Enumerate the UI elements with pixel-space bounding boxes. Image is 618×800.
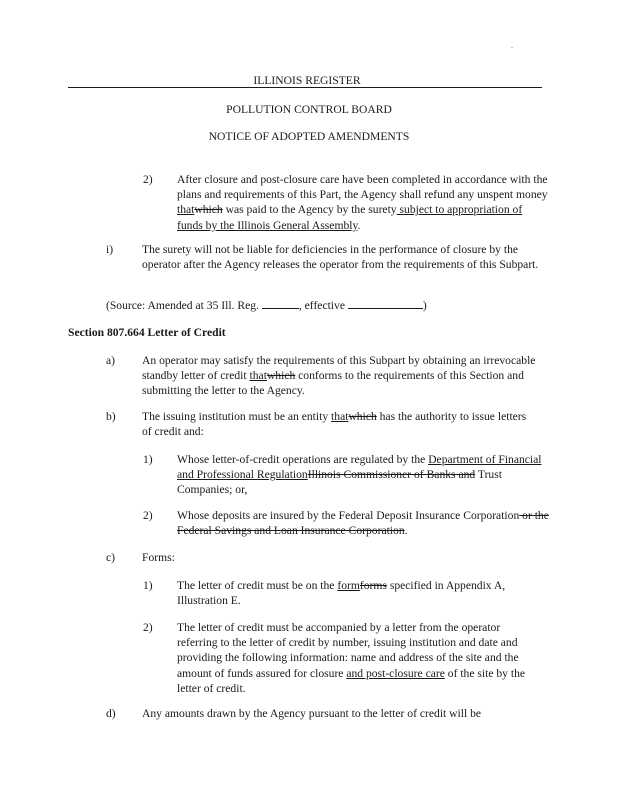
- item-a-part2: conforms to the requirements of this Section and submitting the letter to the Agency.: [142, 369, 524, 398]
- source-suffix: ): [422, 299, 427, 312]
- item-d-text: Any amounts drawn by the Agency pursuant to the letter of credit will be: [142, 707, 482, 720]
- item-c2-label: 2): [143, 621, 153, 634]
- source-note: [106, 298, 427, 313]
- notice-title: NOTICE OF ADOPTED AMENDMENTS: [208, 130, 410, 143]
- item-c1-part1: The letter of credit must be on the: [177, 579, 338, 592]
- item-a-deleted-which: which: [266, 369, 296, 383]
- item-c1-label: 1): [143, 579, 153, 592]
- item-c-label: c): [106, 551, 116, 564]
- item-c1-inserted-form: form: [337, 579, 360, 592]
- item-b1-text: [177, 452, 549, 498]
- item-b1-part1: Whose letter-of-credit operations are regulated by the: [177, 453, 429, 466]
- inserted-appropriation: subject to appropriation of funds by the Illinois General Assembly: [177, 203, 523, 232]
- source-reg-blank: [262, 298, 299, 309]
- item-2-text: [177, 172, 549, 233]
- item-b2-label: 2): [143, 509, 153, 522]
- deleted-which: which: [194, 203, 223, 217]
- item-i-label: i): [106, 243, 114, 256]
- item-c1-part2: specified in Appendix A, Illustration E.: [177, 579, 506, 608]
- header-rule-left: [68, 87, 252, 88]
- item-a-label: a): [106, 354, 116, 367]
- item-b-part1: The issuing institution must be an entity: [142, 410, 332, 423]
- item-i-text: The surety will not be liable for deficiencies in the performance of closure by the operator after the Agency releases the operator from the requirements of this Subpart.: [142, 243, 539, 272]
- item-b2-text: [177, 508, 549, 538]
- board-title: POLLUTION CONTROL BOARD: [226, 103, 392, 116]
- item-b2-end: .: [404, 524, 408, 538]
- section-heading: Section 807.664 Letter of Credit: [68, 326, 226, 339]
- item-b1-label: 1): [143, 453, 153, 466]
- item-c-text: Forms:: [142, 551, 175, 564]
- item-b-deleted-which: which: [348, 410, 377, 423]
- item-b-label: b): [106, 410, 116, 423]
- item-a-inserted-that: that: [249, 369, 267, 383]
- header-rule-right: [362, 87, 542, 88]
- item-c2-part2: of the site by the letter of credit.: [177, 666, 526, 695]
- item-b1-part2: Trust Companies; or,: [177, 468, 502, 497]
- item-b-text: [142, 409, 532, 439]
- item-b2-deleted-fslic: or the Federal Savings and Loan Insurance Corporation: [177, 509, 549, 538]
- item-c1-text: [177, 578, 543, 608]
- item-b1-deleted-commissioner: Illinois Commissioner of Banks and: [307, 468, 476, 482]
- item-c2-text: [177, 620, 543, 696]
- item-a-part1: An operator may satisfy the requirements of this Subpart by obtaining an irrevocable standby letter of credit: [142, 354, 536, 383]
- source-middle: , effective: [298, 299, 348, 312]
- item-a-text: [142, 353, 548, 399]
- item-b2-part1: Whose deposits are insured by the Federal Deposit Insurance Corporation: [177, 509, 520, 522]
- inserted-that: that: [177, 203, 195, 217]
- corner-mark: .: [511, 41, 513, 50]
- source-prefix: (Source: Amended at 35 Ill. Reg.: [106, 299, 262, 312]
- item-2-text-part1: After closure and post-closure care have been completed in accordance with the plans and requirements of this Part, the Agency shall refund any unspent money: [177, 173, 548, 202]
- item-b-part2: has the authority to issue letters of credit and:: [142, 410, 527, 439]
- register-title: ILLINOIS REGISTER: [250, 74, 364, 88]
- item-2-end: .: [357, 218, 361, 232]
- item-b-inserted-that: that: [331, 410, 349, 423]
- item-c2-part1: The letter of credit must be accompanied by a letter from the operator referring to the letter of credit by number, issuing institution and date and providing the following information: name and address of the site and the amount of funds assured for closure: [177, 621, 519, 680]
- item-d-label: d): [106, 707, 116, 720]
- item-c1-deleted-forms: forms: [359, 579, 387, 592]
- item-b1-inserted-dept: Department of Financial and Professional Regulation: [177, 453, 542, 482]
- item-2-text-part2: was paid to the Agency by the surety: [222, 203, 397, 217]
- item-c2-inserted-postclosure: and post-closure care: [346, 666, 445, 680]
- source-effective-blank: [348, 298, 423, 309]
- item-2-label: 2): [143, 173, 153, 186]
